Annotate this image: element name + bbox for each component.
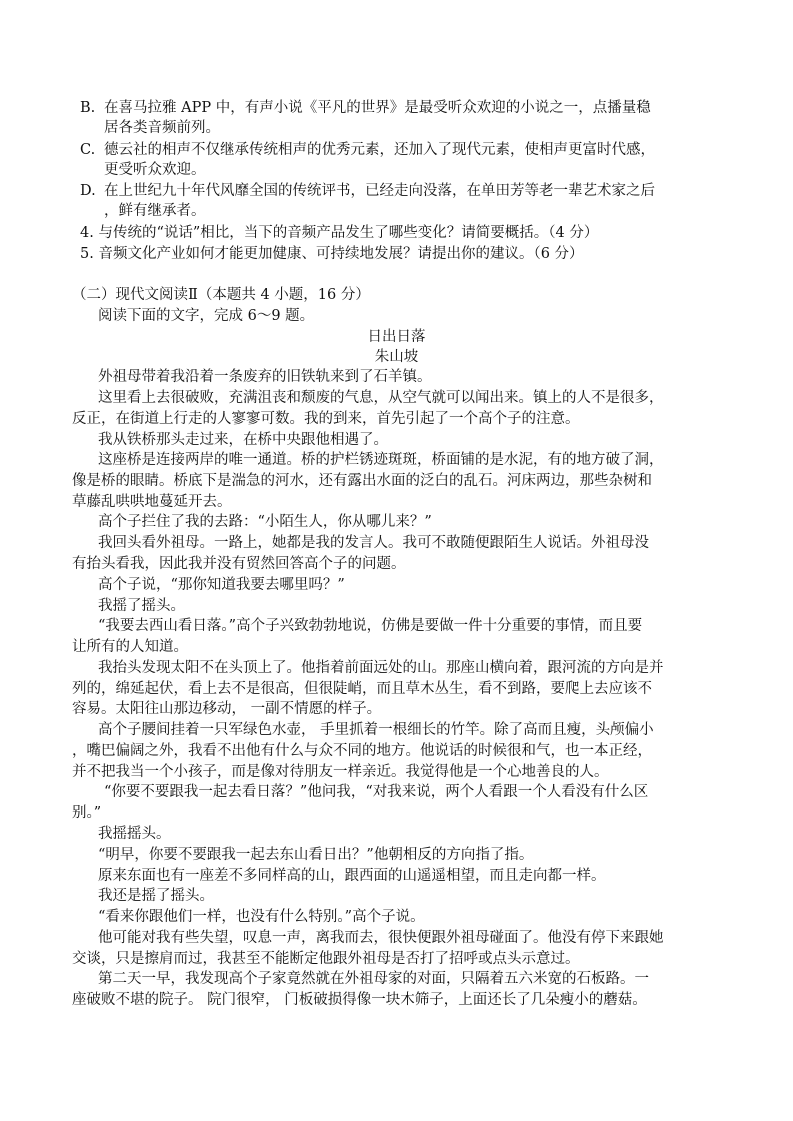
- option-c-line-2: 更受听众欢迎。: [104, 162, 206, 178]
- option-b-letter: B.: [80, 100, 96, 116]
- passage-line: 有抬头看我，因此我并没有贸然回答高个子的问题。: [72, 556, 406, 572]
- passage-line: 别。”: [72, 805, 102, 821]
- passage-line: 我抬头发现太阳不在头顶上了。他指着前面远处的山。那座山横向着，跟河流的方向是并: [98, 660, 664, 676]
- passage-line: 草藤乱哄哄地蔓延开去。: [72, 494, 232, 510]
- option-c-line-1: 德云社的相声不仅继承传统相声的优秀元素，还加入了现代元素，使相声更富时代感，: [104, 142, 655, 158]
- section-heading: （二）现代文阅读Ⅱ（本题共 4 小题，16 分）: [72, 287, 370, 303]
- passage-line: 列的，绵延起伏，看上去不是很高，但很陡峭，而且草木丛生，看不到路，要爬上去应该不: [72, 681, 652, 697]
- passage-line: 外祖母带着我沿着一条废弃的旧铁轨来到了石羊镇。: [98, 369, 432, 385]
- passage-line: 原来东面也有一座差不多同样高的山，跟西面的山遥遥相望，而且走向都一样。: [98, 868, 606, 884]
- passage-line: 我回头看外祖母。一路上，她都是我的发言人。我可不敢随便跟陌生人说话。外祖母没: [98, 535, 649, 551]
- passage-line: 让所有的人知道。: [72, 639, 188, 655]
- passage-line: 这里看上去很破败，充满沮丧和颓废的气息，从空气就可以闻出来。镇上的人不是很多，: [98, 390, 664, 406]
- option-d-letter: D.: [80, 183, 96, 199]
- passage-line: “我要去西山看日落。”高个子兴致勃勃地说，仿佛是要做一件十分重要的事情，而且要: [98, 618, 643, 634]
- passage-line: “你要不要跟我一起去看日落？”他问我，“对我来说，两个人看跟一个人看没有什么区: [104, 784, 649, 800]
- option-d-line-1: 在上世纪九十年代风靡全国的传统评书，已经走向没落，在单田芳等老一辈艺术家之后: [104, 183, 655, 199]
- option-c-letter: C.: [80, 142, 96, 158]
- passage-line: 我从铁桥那头走过来，在桥中央跟他相遇了。: [98, 432, 388, 448]
- passage-line: 并不把我当一个小孩子，而是像对待朋友一样亲近。我觉得他是一个心地善良的人。: [72, 764, 609, 780]
- passage-line: 我还是摇了摇头。: [98, 888, 214, 904]
- option-d-line-2: ，鲜有继承者。: [104, 203, 206, 219]
- passage-line: 像是桥的眼睛。桥底下是湍急的河水，还有露出水面的泛白的乱石。河床两边，那些杂树和: [72, 473, 652, 489]
- passage-line: 第二天一早，我发现高个子家竟然就在外祖母家的对面，只隔着五六米宽的石板路。一: [98, 971, 649, 987]
- passage-line: “明早，你要不要跟我一起去东山看日出？”他朝相反的方向指了指。: [98, 847, 534, 863]
- passage-author: 朱山坡: [374, 349, 419, 365]
- passage-title: 日出日落: [367, 329, 426, 345]
- passage-line: 高个子拦住了我的去路：“小陌生人，你从哪儿来？”: [98, 514, 432, 530]
- question-5: 5. 音频文化产业如何才能更加健康、可持续地发展？请提出你的建议。（6 分）: [80, 246, 584, 262]
- passage-line: 反正，在街道上行走的人寥寥可数。我的到来，首先引起了一个高个子的注意。: [72, 411, 580, 427]
- passage-line: 座破败不堪的院子。 院门很窄， 门板破损得像一块木筛子，上面还长了几朵瘦小的蘑菇。: [72, 992, 647, 1008]
- passage-line: 交谈，只是擦肩而过，我甚至不能断定他跟外祖母是否打了招呼或点头示意过。: [72, 951, 580, 967]
- passage-line: ，嘴巴偏阔之外，我看不出他有什么与众不同的地方。他说话的时候很和气，也一本正经，: [72, 743, 652, 759]
- option-b-line-1: 在喜马拉雅 APP 中，有声小说《平凡的世界》是最受听众欢迎的小说之一，点播量稳: [104, 100, 651, 116]
- passage-line: 我摇摇头。: [98, 826, 171, 842]
- question-4: 4. 与传统的“说话”相比，当下的音频产品发生了哪些变化？请简要概括。（4 分）: [80, 225, 599, 241]
- section-instruction: 阅读下面的文字，完成 6～9 题。: [98, 308, 315, 324]
- passage-line: 他可能对我有些失望，叹息一声，离我而去，很快便跟外祖母碰面了。他没有停下来跟她: [98, 930, 664, 946]
- passage-line: 高个子腰间挂着一只军绿色水壶， 手里抓着一根细长的竹竿。除了高而且瘦，头颅偏小: [98, 722, 654, 738]
- passage-line: 这座桥是连接两岸的唯一通道。桥的护栏锈迹斑斑，桥面铺的是水泥，有的地方破了洞，: [98, 452, 664, 468]
- option-b-line-2: 居各类音频前列。: [104, 120, 220, 136]
- passage-line: 我摇了摇头。: [98, 598, 185, 614]
- passage-line: 高个子说，“那你知道我要去哪里吗？”: [98, 577, 345, 593]
- passage-line: “看来你跟他们一样，也没有什么特别。”高个子说。: [98, 909, 425, 925]
- passage-line: 容易。太阳往山那边移动， 一副不情愿的样子。: [72, 701, 382, 717]
